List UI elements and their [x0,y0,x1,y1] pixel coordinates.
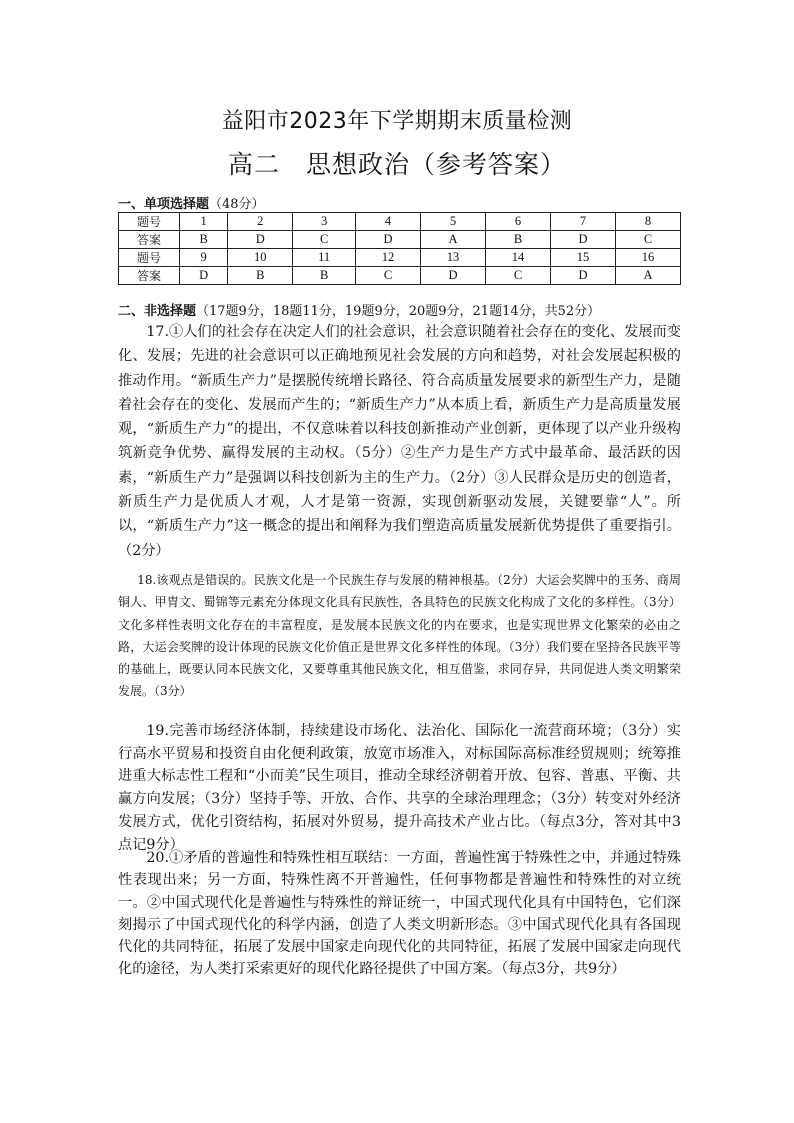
table-row [119,213,681,231]
table-cell: 6 [486,213,551,231]
section-one-heading [118,193,265,212]
answer-q17: 17.①人们的社会存在决定人们的社会意识，社会意识随着社会存在的变化、发展而变化、发展；先进的社会意识可以正确地预见社会发展的方向和趋势，对社会发展起积极的推动作用。“新质生产力”是摆脱传统增长路径、符合高质量发展要求的新型生产力，是随着社会存在的变化、发展而产生的；“新质生产力”从本质上看，新质生产力是高质量发展观，“新质生产力”的提出，不仅意味着以科技创新推动产业创新，更体现了以产业升级构筑新竞争优势、赢得发展的主动权。（5分）②生产力是生产方式中最革命、最活跃的因素，“新质生产力”是强调以科技创新为主的生产力。（2分）③人民群众是历史的创造者，新质生产力是优质人才观，人才是第一资源，实现创新驱动发展，关键要靠“人”。所以，“新质生产力”这一概念的提出和阐释为我们塑造高质量发展新优势提供了重要指引。（2分） [118,324,681,559]
table-cell: 16 [616,249,681,267]
table-cell: 5 [421,213,486,231]
table-cell: D [180,267,228,285]
table-cell: B [486,231,551,249]
table-cell: B [180,231,228,249]
answer-q19: 19.完善市场经济体制，持续建设市场化、法治化、国际化一流营商环境；（3分）实行高水平贸易和投资自由化便利政策，放宽市场准入，对标国际高标准经贸规则；统筹推进重大标志性工程和“小而美”民生项目，推动全球经济朝着开放、包容、普惠、平衡、共赢方向发展；（3分）坚持手等、开放、合作、共享的全球治理理念；（3分）转变对外经济发展方式，优化引资结构，拓展对外贸易，提升高技术产业占比。（每点3分，答对其中3点记9分） [118,723,681,853]
multiple-choice-answer-table [118,212,681,285]
row-label: 题号 [119,213,180,231]
table-cell: C [486,267,551,285]
table-row [119,231,681,249]
table-cell: 12 [356,249,421,267]
section-two-title: 二、非选择题 [118,304,197,319]
section-two-score: （17题9分，18题11分，19题9分，20题9分，21题14分，共52分） [196,304,601,319]
table-cell: A [616,267,681,285]
table-cell: C [616,231,681,249]
table-cell: D [356,231,421,249]
table-cell: D [551,267,616,285]
table-cell: C [356,267,421,285]
table-cell: 11 [293,249,356,267]
table-cell: 3 [293,213,356,231]
table-cell: D [551,231,616,249]
row-label: 答案 [119,231,180,249]
table-cell: 10 [228,249,293,267]
table-row [119,249,681,267]
table-cell: A [421,231,486,249]
exam-title: 益阳市2023年下学期期末质量检测 [221,109,573,134]
answer-q20: 20.①矛盾的普遍性和特殊性相互联结：一方面，普遍性寓于特殊性之中，并通过特殊性表现出来；另一方面，特殊性离不开普遍性，任何事物都是普遍性和特殊性的对立统一。②中国式现代化是普遍性与特殊性的辩证统一，中国式现代化具有中国特色，它们深刻揭示了中国式现代化的科学内涵，创造了人类文明新形态。③中国式现代化具有各国现代化的共同特征，拓展了发展中国家走向现代化的共同特征，拓展了发展中国家走向现代化的途径，为人类打采索更好的现代化路径提供了中国方案。（每点3分，共9分） [118,850,681,978]
table-cell: 7 [551,213,616,231]
table-cell: 1 [180,213,228,231]
table-cell: 8 [616,213,681,231]
section-one-title: 一、单项选择题 [118,197,210,212]
table-cell: D [421,267,486,285]
table-cell: B [293,267,356,285]
table-cell: 2 [228,213,293,231]
table-cell: 9 [180,249,228,267]
row-label: 题号 [119,249,180,267]
exam-subtitle: 高二 思想政治（参考答案） [227,150,566,179]
section-one-score: （48分） [209,197,265,212]
table-cell: 15 [551,249,616,267]
table-cell: C [293,231,356,249]
table-cell: 14 [486,249,551,267]
row-label: 答案 [119,267,180,285]
table-row [119,267,681,285]
table-cell: 4 [356,213,421,231]
table-cell: 13 [421,249,486,267]
table-cell: D [228,231,293,249]
table-cell: B [228,267,293,285]
answer-q18: 18.该观点是错误的。民族文化是一个民族生存与发展的精神根基。（2分）大运会奖牌中的玉务、商周铜人、甲胄文、蜀锦等元素充分体现文化具有民族性，各具特色的民族文化构成了文化的多样性。（3分）文化多样性表明文化存在的丰富程度，是发展本民族文化的内在要求，也是实现世界文化繁荣的必由之路，大运会奖牌的设计体现的民族文化价值正是世界文化多样性的体现。（3分）我们要在坚持各民族平等的基础上，既要认同本民族文化，又要尊重其他民族文化，相互借鉴，求同存异，共同促进人类文明繁荣发展。（3分） [118,573,681,699]
section-two-heading [118,300,600,319]
